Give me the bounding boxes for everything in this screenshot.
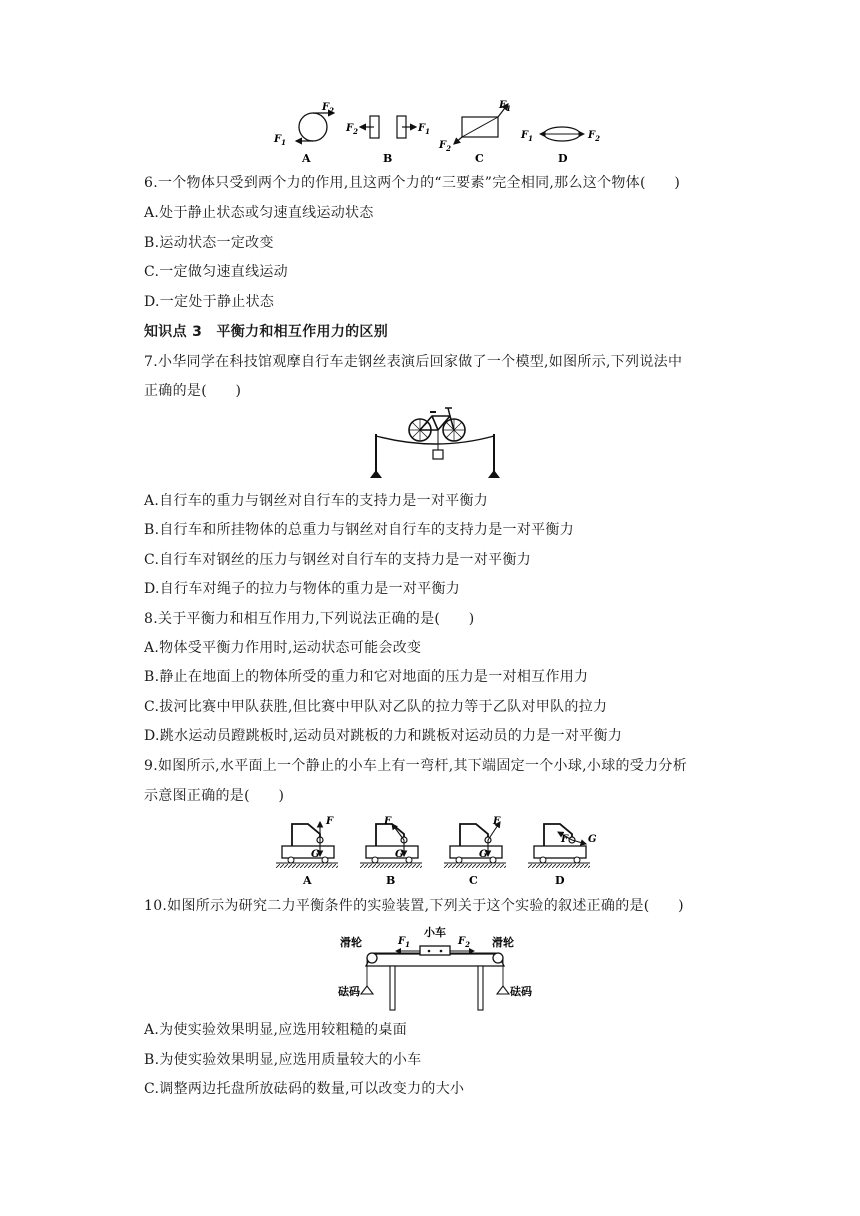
q10-option-a: A.为使实验效果明显,应选用较粗糙的桌面 (144, 1022, 408, 1038)
diagram-a (273, 102, 334, 165)
q6-option-a: A.处于静止状态或匀速直线运动状态 (144, 205, 374, 221)
two-force-balance-apparatus (336, 920, 536, 1012)
q7-option-a: A.自行车的重力与钢丝对自行车的支持力是一对平衡力 (144, 493, 489, 509)
svg-text:F: F (326, 816, 334, 827)
svg-text:F1: $F_1$ (398, 936, 410, 949)
svg-text:F: F (561, 834, 569, 845)
label-a: A (302, 152, 311, 165)
q10-option-b: B.为使实验效果明显,应选用质量较大的小车 (144, 1052, 422, 1068)
q8-option-c: C.拔河比赛中甲队获胜,但比赛中甲队对乙队的拉力等于乙队对甲队的拉力 (144, 699, 608, 715)
svg-text:F2: $F_2$ (588, 130, 600, 143)
label-b: B (383, 152, 393, 165)
q10-option-c: C.调整两边托盘所放砝码的数量,可以改变力的大小 (144, 1081, 465, 1097)
q6-stem: 6.一个物体只受到两个力的作用,且这两个力的“三要素”完全相同,那么这个物体( ) (144, 175, 681, 191)
svg-text:G: G (479, 849, 488, 860)
q6-option-c: C.一定做匀速直线运动 (144, 264, 288, 280)
svg-text:F: F (384, 816, 392, 827)
diagram-b (345, 116, 430, 165)
cart-d (528, 824, 597, 887)
svg-text:F1: $F_1$ (521, 130, 533, 143)
svg-text:A: A (303, 874, 312, 887)
pulley-right-label: 滑轮 (492, 936, 514, 949)
q9-stem-line2: 示意图正确的是( ) (144, 788, 285, 804)
svg-text:G: G (311, 849, 320, 860)
q8-option-a: A.物体受平衡力作用时,运动状态可能会改变 (144, 640, 422, 656)
bicycle-wire-figure (366, 404, 506, 484)
pulley-left-label: 滑轮 (340, 936, 362, 949)
label-c: C (475, 152, 484, 165)
svg-text:F2: $F_2$ (346, 123, 358, 136)
weight-left-label: 砝码 (338, 985, 360, 998)
svg-text:F1: $F_1$ (418, 123, 430, 136)
svg-text:C: C (469, 874, 478, 887)
force-diagrams-figure (268, 100, 608, 166)
svg-text:G: G (588, 834, 597, 845)
svg-text:F1: $F_1$ (499, 100, 511, 113)
q7-stem-line1: 7.小华同学在科技馆观摩自行车走钢丝表演后回家做了一个模型,如图所示,下列说法中 (144, 354, 683, 370)
cart-label: 小车 (424, 926, 446, 939)
q8-option-b: B.静止在地面上的物体所受的重力和它对地面的压力是一对相互作用力 (144, 669, 589, 685)
q8-option-d: D.跳水运动员蹬跳板时,运动员对跳板的力和跳板对运动员的力是一对平衡力 (144, 728, 623, 744)
diagram-c (438, 100, 511, 165)
svg-text:G: G (395, 849, 404, 860)
q7-option-b: B.自行车和所挂物体的总重力与钢丝对自行车的支持力是一对平衡力 (144, 522, 575, 538)
q7-option-d: D.自行车对绳子的拉力与物体的重力是一对平衡力 (144, 581, 461, 597)
svg-text:F2: $F_2$ (322, 102, 334, 115)
diagram-d (520, 127, 600, 165)
cart-force-figure (272, 808, 612, 888)
q7-stem-line2: 正确的是( ) (144, 383, 242, 399)
cart-b (360, 816, 422, 887)
svg-text:F1: $F_1$ (274, 134, 286, 147)
svg-text:B: B (386, 874, 396, 887)
section-3-title: 知识点 3 平衡力和相互作用力的区别 (144, 324, 389, 340)
weight-right-label: 砝码 (510, 985, 532, 998)
q9-stem-line1: 9.如图所示,水平面上一个静止的小车上有一弯杆,其下端固定一个小球,小球的受力分析 (144, 758, 688, 774)
svg-text:D: D (555, 874, 565, 887)
q8-stem: 8.关于平衡力和相互作用力,下列说法正确的是( ) (144, 611, 475, 627)
q7-option-c: C.自行车对钢丝的压力与钢丝对自行车的支持力是一对平衡力 (144, 552, 532, 568)
svg-text:F2: $F_2$ (439, 140, 451, 153)
q6-option-d: D.一定处于静止状态 (144, 294, 275, 310)
label-d: D (558, 152, 568, 165)
svg-text:F: F (493, 816, 501, 827)
svg-text:F2: $F_2$ (458, 936, 470, 949)
q6-option-b: B.运动状态一定改变 (144, 235, 274, 251)
cart-a (276, 816, 338, 887)
cart-c (444, 816, 506, 887)
q10-stem: 10.如图所示为研究二力平衡条件的实验装置,下列关于这个实验的叙述正确的是( ) (144, 898, 684, 914)
